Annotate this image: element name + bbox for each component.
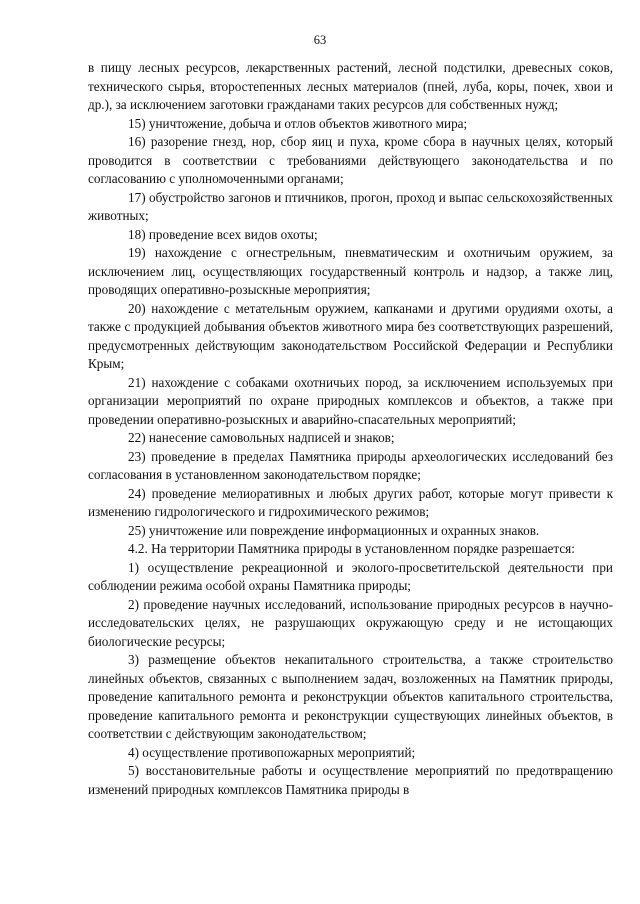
page-number: 63: [313, 33, 327, 47]
paragraph-item-15: 15) уничтожение, добыча и отлов объектов животного мира;: [128, 115, 468, 131]
paragraph-item-18: 18) проведение всех видов охоты;: [128, 226, 318, 242]
paragraph-item-17: 17) обустройство загонов и птичников, прогон, проход и выпас сельскохозяйственных животных;: [88, 189, 613, 223]
paragraph-item-19: 19) нахождение с огнестрельным, пневматическим и охотничьим оружием, за исключением лиц, осуществляющих государственный контроль и надзор, а также лиц, проводящих оперативно-розыскные мероприятия;: [88, 245, 613, 297]
paragraph-item-22: 22) нанесение самовольных надписей и знаков;: [128, 430, 395, 445]
paragraph-item-16: 16) разорение гнезд, нор, сбор яиц и пуха, кроме сбора в научных целях, который проводится в соответствии с требованиями действующего законодательства и по согласованию с уполномоченными органами;: [88, 134, 613, 186]
paragraph-item-23: 23) проведение в пределах Памятника природы археологических исследований без согласования в установленном законодательством порядке;: [88, 448, 613, 482]
allowed-item-2: 2) проведение научных исследований, использование природных ресурсов в научно-исследовательских целях, не разрушающих окружающую среду и не истощающих биологические ресурсы;: [88, 596, 613, 649]
allowed-item-5: 5) восстановительные работы и осуществление мероприятий по предотвращению изменений природных комплексов Памятника природы в: [88, 763, 613, 797]
paragraph-item-20: 20) нахождение с метательным оружием, капканами и другими орудиями охоты, а также с продукцией добывания объектов животного мира без соответствующих разрешений, предусмотренных действующим законодательством Российской Федерации и Республики Крым;: [88, 300, 613, 371]
allowed-item-4: 4) осуществление противопожарных мероприятий;: [128, 744, 416, 760]
document-body: [88, 59, 613, 799]
allowed-item-1: 1) осуществление рекреационной и эколого-просветительской деятельности при соблюдении режима особой охраны Памятника природы;: [88, 559, 613, 593]
paragraph-continuation: в пищу лесных ресурсов, лекарственных растений, лесной подстилки, древесных соков, технического сырья, второстепенных лесных материалов (пней, луба, коры, почек, хвои и др.), за исключением заготовки гражданами таких ресурсов для собственных нужд;: [88, 60, 613, 112]
paragraph-item-25: 25) уничтожение или повреждение информационных и охранных знаков.: [128, 522, 540, 538]
paragraph-item-21: 21) нахождение с собаками охотничьих пород, за исключением используемых при организации мероприятий по охране природных комплексов и объектов, а также при проведении оперативно-розыскных и аварийно-спасательных мероприятий;: [88, 374, 613, 427]
paragraph-item-24: 24) проведение мелиоративных и любых других работ, которые могут привести к изменению гидрологического и гидрохимического режимов;: [88, 485, 613, 519]
allowed-item-3: 3) размещение объектов некапитального строительства, а также строительство линейных объектов, связанных с выполнением задач, возложенных на Памятник природы, проведение капитального ремонта и реконструкции объектов капитального строительства, проведение капитального ремонта и реконструкции существующих линейных объектов, в соответствии с действующим законодательством;: [88, 652, 613, 741]
section-4-2-heading: 4.2. На территории Памятника природы в установленном порядке разрешается:: [128, 541, 575, 556]
